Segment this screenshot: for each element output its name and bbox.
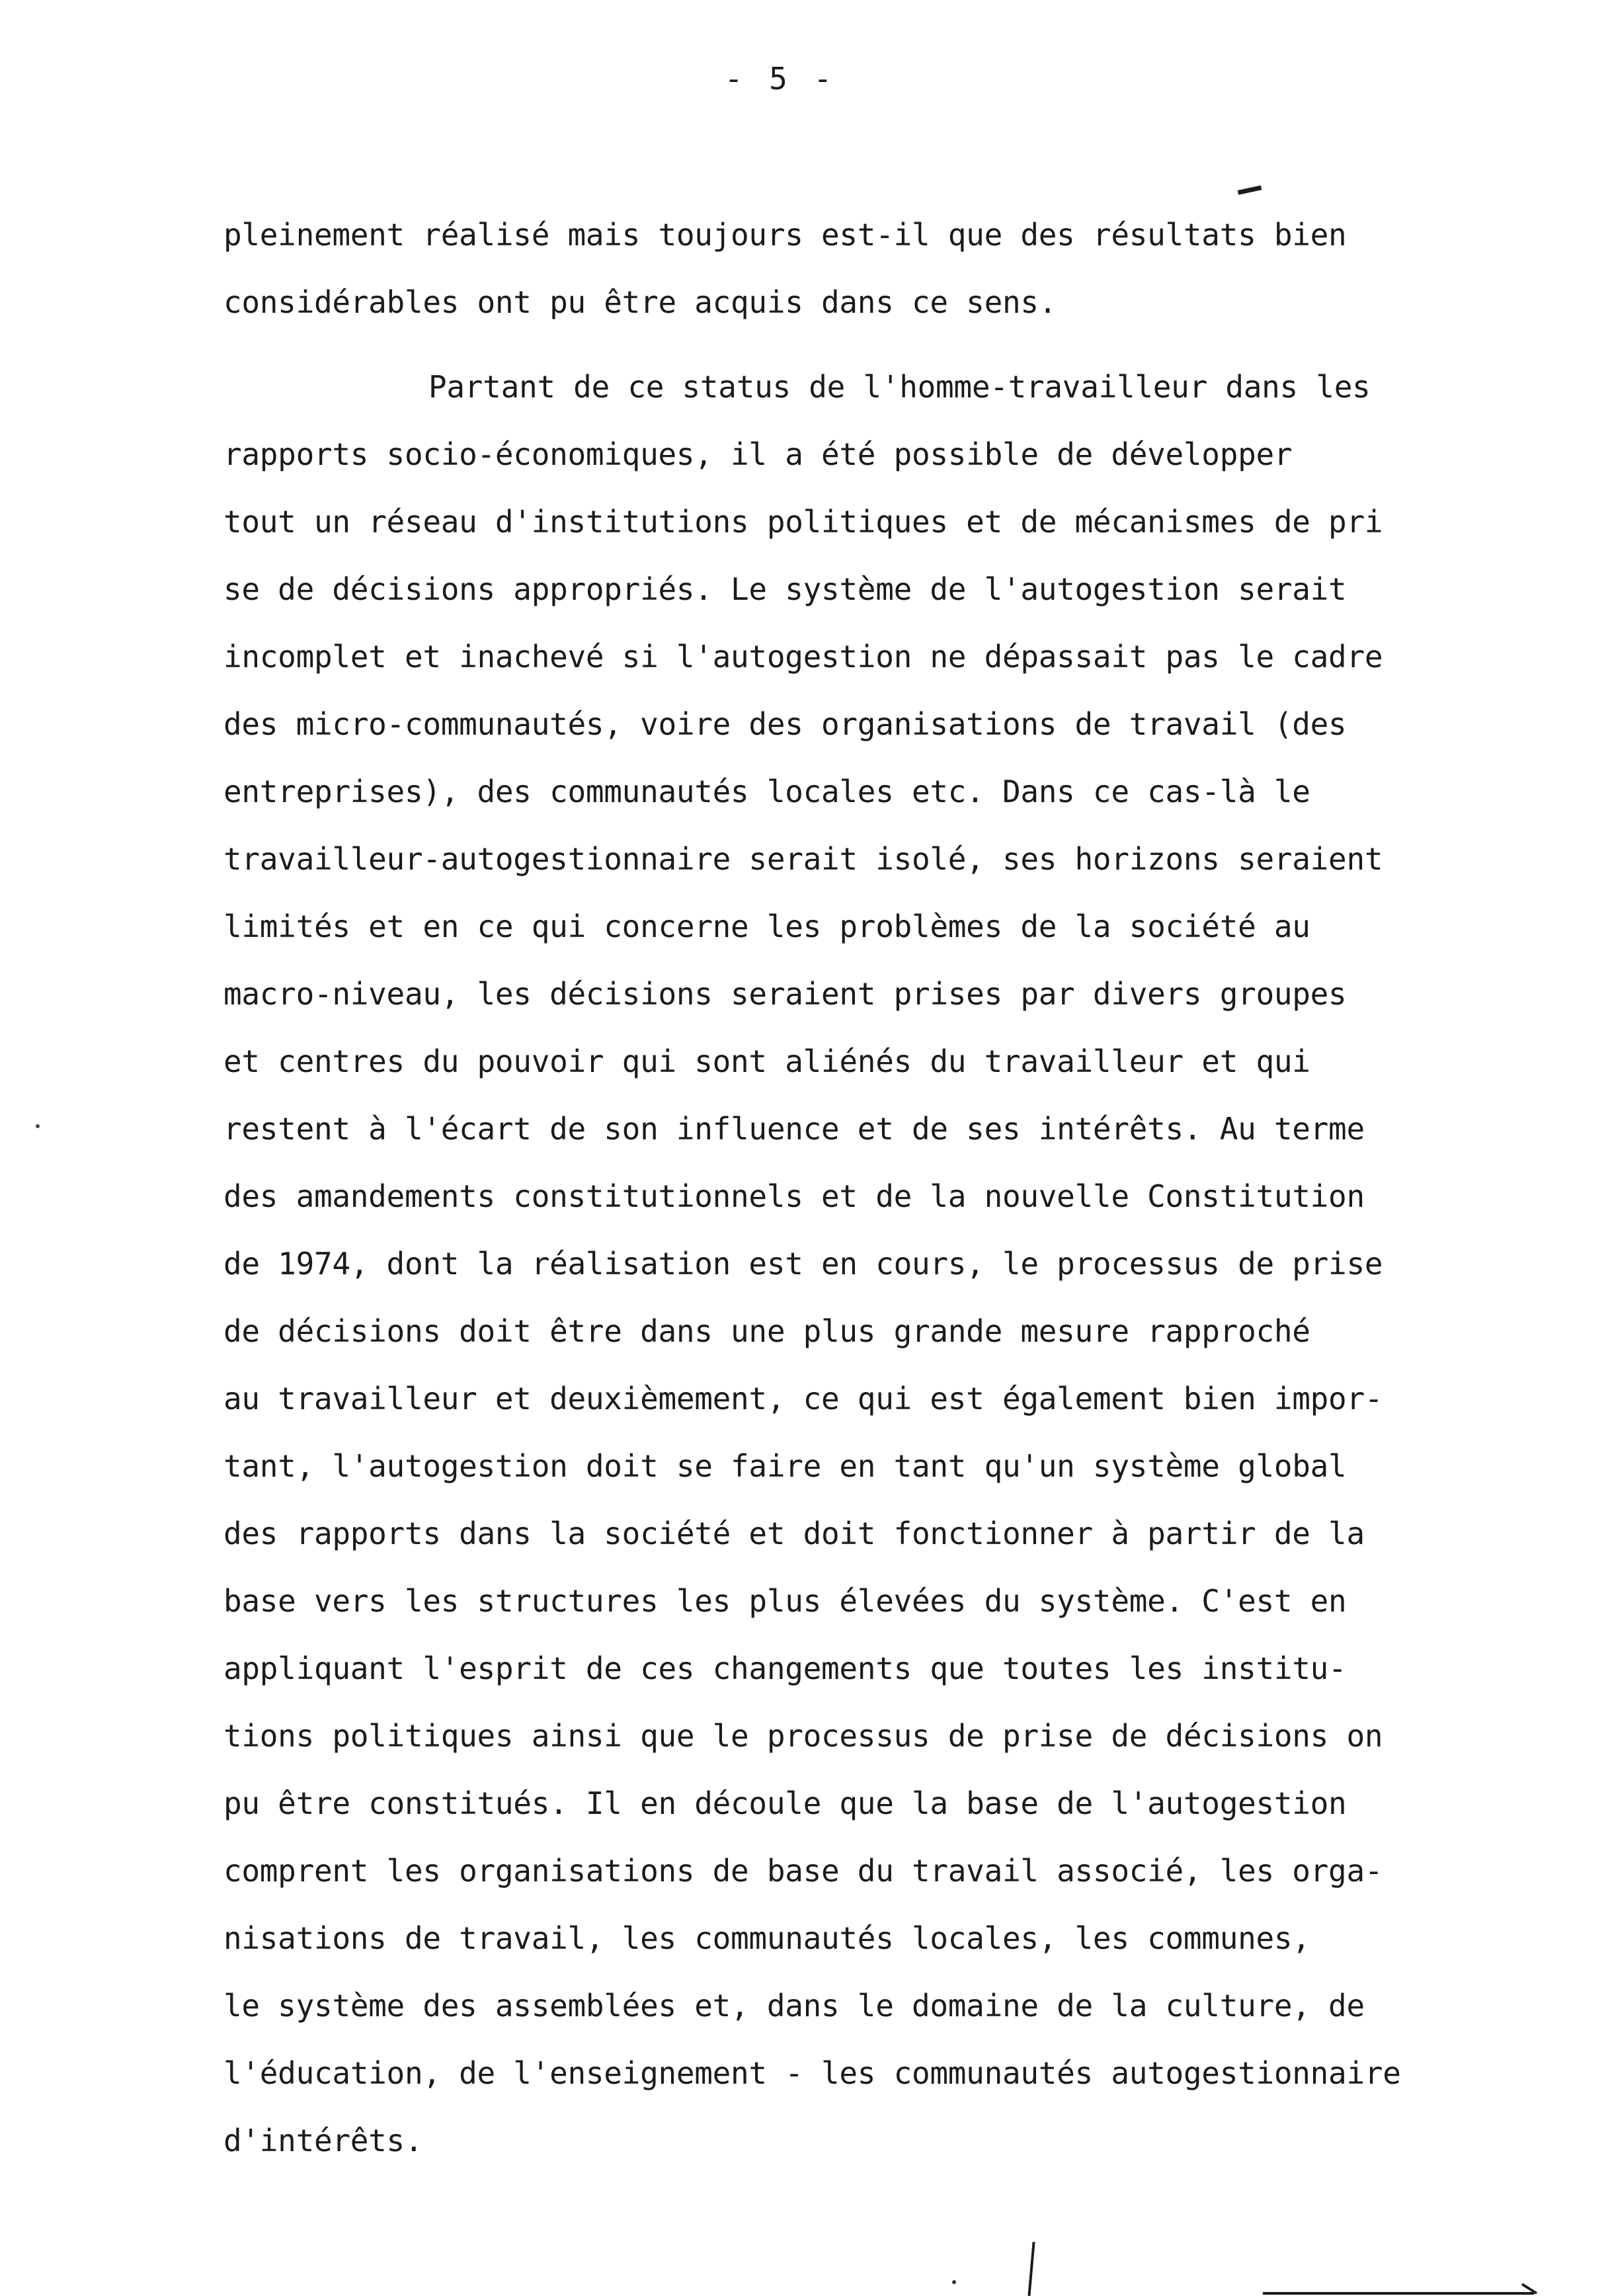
text-line-12: macro-niveau, les décisions seraient prises par divers groupes <box>223 976 1347 1012</box>
text-line-20: des rapports dans la société et doit fonctionner à partir de la <box>223 1516 1365 1551</box>
text-line-19: tant, l'autogestion doit se faire en tant qu'un système global <box>223 1448 1347 1484</box>
text-line-8: des micro-communautés, voire des organisations de travail (des <box>223 706 1347 742</box>
ink-mark <box>1238 185 1262 194</box>
stray-ink-dot <box>36 1124 40 1128</box>
text-line-22: appliquant l'esprit de ces changements que toutes les institu- <box>223 1651 1347 1686</box>
text-line-27: le système des assemblées et, dans le domaine de la culture, de <box>223 1988 1365 2024</box>
text-line-4: rapports socio-économiques, il a été possible de développer <box>223 436 1293 472</box>
text-line-15: des amandements constitutionnels et de la nouvelle Constitution <box>223 1178 1365 1214</box>
text-line-2: considérables ont pu être acquis dans ce sens. <box>223 284 1057 320</box>
text-line-25: comprent les organisations de base du travail associé, les orga- <box>223 1853 1383 1889</box>
text-line-16: de 1974, dont la réalisation est en cours, le processus de prise <box>223 1246 1383 1282</box>
text-line-21: base vers les structures les plus élevées du système. C'est en <box>223 1583 1347 1619</box>
text-line-28: l'éducation, de l'enseignement - les communautés autogestionnaire <box>223 2055 1401 2091</box>
stray-ink-dot-bottom <box>952 2280 956 2284</box>
text-line-7: incomplet et inachevé si l'autogestion ne dépassait pas le cadre <box>223 639 1383 675</box>
handwritten-stroke <box>1027 2242 1035 2296</box>
text-line-11: limités et en ce qui concerne les problèmes de la société au <box>223 909 1310 944</box>
text-line-9: entreprises), des communautés locales etc. Dans ce cas-là le <box>223 774 1310 809</box>
text-line-1: pleinement réalisé mais toujours est-il que des résultats bien <box>223 217 1347 253</box>
text-line-18: au travailleur et deuxièmement, ce qui est également bien impor- <box>223 1381 1383 1416</box>
text-line-14: restent à l'écart de son influence et de ses intérêts. Au terme <box>223 1111 1365 1147</box>
text-line-13: et centres du pouvoir qui sont aliénés du travailleur et qui <box>223 1044 1310 1079</box>
text-line-6: se de décisions appropriés. Le système de l'autogestion serait <box>223 571 1347 607</box>
text-line-23: tions politiques ainsi que le processus de prise de décisions on <box>223 1718 1383 1754</box>
text-line-29: d'intérêts. <box>223 2123 423 2158</box>
text-line-3-paragraph-start: Partant de ce status de l'homme-travailleur dans les <box>428 369 1371 405</box>
text-line-10: travailleur-autogestionnaire serait isolé, ses horizons seraient <box>223 841 1383 877</box>
text-line-26: nisations de travail, les communautés locales, les communes, <box>223 1920 1310 1956</box>
continuation-arrow-icon <box>1263 2275 1541 2296</box>
text-line-24: pu être constitués. Il en découle que la base de l'autogestion <box>223 1785 1347 1821</box>
page-number: - 5 - <box>724 61 836 97</box>
text-line-5: tout un réseau d'institutions politiques et de mécanismes de pri <box>223 504 1383 540</box>
text-line-17: de décisions doit être dans une plus grande mesure rapproché <box>223 1313 1310 1349</box>
